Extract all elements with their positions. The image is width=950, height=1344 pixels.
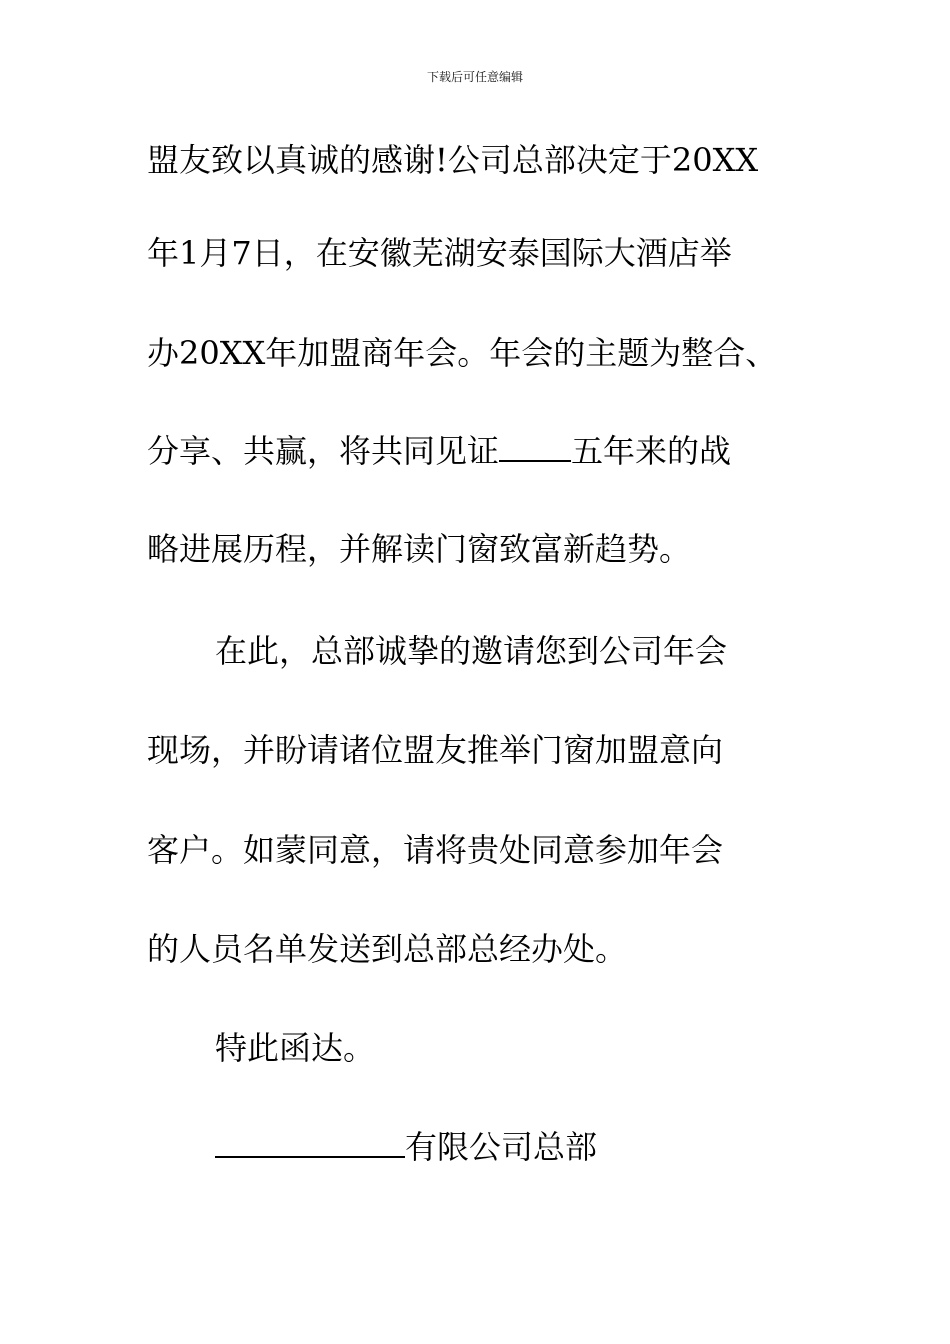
body-line-2: 年1月7日，在安徽芜湖安泰国际大酒店举 [147, 234, 732, 272]
body-line-4-part-1: 分享、共赢，将共同见证 [147, 432, 500, 470]
body-line-6: 在此，总部诚挚的邀请您到公司年会 [215, 632, 728, 670]
name-blank [499, 432, 571, 462]
body-line-3: 办20XX年加盟商年会。年会的主题为整合、 [147, 334, 778, 372]
closing-line: 特此函达。 [215, 1029, 376, 1067]
body-line-9: 的人员名单发送到总部总经办处。 [147, 930, 628, 968]
body-line-1: 盟友致以真诚的感谢!公司总部决定于20XX [147, 141, 759, 179]
download-editable-note: 下载后可任意编辑 [426, 70, 523, 84]
body-line-4-part-2: 五年来的战 [571, 432, 732, 470]
company-name-blank [215, 1128, 405, 1158]
signature-line [215, 1127, 597, 1167]
body-line-5: 略进展历程，并解读门窗致富新趋势。 [147, 530, 692, 568]
body-line-7: 现场，并盼请诸位盟友推举门窗加盟意向 [147, 731, 724, 769]
body-line-4 [147, 431, 731, 471]
body-line-8: 客户。如蒙同意，请将贵处同意参加年会 [147, 831, 724, 869]
company-headquarters-label: 有限公司总部 [405, 1128, 598, 1166]
